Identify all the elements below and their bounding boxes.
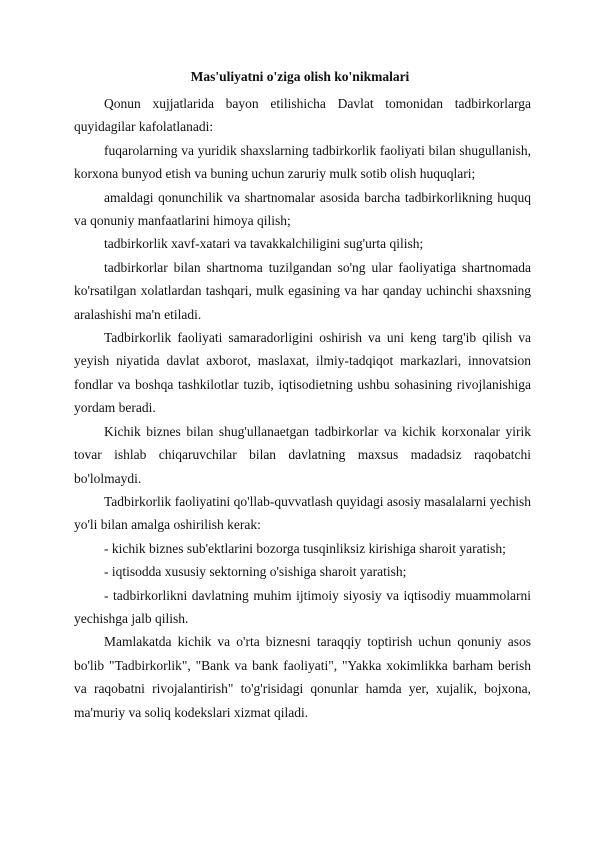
paragraph: Kichik biznes bilan shug'ullanaetgan tadbirkorlar va kichik korxonalar yirik tovar ishlab chiqaruvchilar bilan davlatning maxsus madadsiz raqobatchi bo'lolmaydi. [74,423,531,486]
paragraph: tadbirkorlik xavf-xatari va tavakkalchiligini sug'urta qilish; [104,236,424,252]
document-title: Mas'uliyatni o'ziga olish ko'nikmalari [190,69,410,84]
paragraph: Qonun xujjatlarida bayon etilishicha Davlat tomonidan tadbirkorlarga quyidagilar kafolatlanadi: [74,96,531,135]
list-item: - kichik biznes sub'ektlarini bozorga tusqinliksiz kirishiga sharoit yaratish; [104,540,506,556]
paragraph: fuqarolarning va yuridik shaxslarning tadbirkorlik faoliyati bilan shugullanish, korxona bunyod etish va buning uchun zaruriy mulk sotib olish huquqlari; [74,142,531,182]
paragraph: tadbirkorlar bilan shartnoma tuzilgandan so'ng ular faoliyatiga shartnomada ko'rsatilgan xolatlardan tashqari, mulk egasining va har qanday uchinchi shaxsning aralashishi ma'n etiladi. [74,259,531,322]
document-body [74,92,531,724]
paragraph: Tadbirkorlik faoliyatini qo'llab-quvvatlash quyidagi asosiy masalalarni yechish yo'li bilan amalga oshirilish kerak: [74,493,531,533]
paragraph: Mamlakatda kichik va o'rta biznesni taraqqiy toptirish uchun qonuniy asos bo'lib "Tadbirkorlik", "Bank va bank faoliyati", "Yakka xokimlikka barham berish va raqobatni rivojalantirish" to'g'risidagi qonunlar hamda yer, xujalik, bojxona, ma'muriy va soliq kodekslari xizmat qiladi. [74,634,531,720]
paragraph: amaldagi qonunchilik va shartnomalar asosida barcha tadbirkorlikning huquq va qonuniy manfaatlarini himoya qilish; [74,189,531,229]
list-item: - tadbirkorlikni davlatning muhim ijtimoiy siyosiy va iqtisodiy muammolarni yechishga jalb qilish. [74,587,531,626]
list-item: - iqtisodda xususiy sektorning o'sishiga sharoit yaratish; [104,564,407,580]
paragraph: Tadbirkorlik faoliyati samaradorligini oshirish va uni keng targ'ib qilish va yeyish niyatida davlat axborot, maslaxat, ilmiy-tadqiqot markazlari, innovatsion fondlar va boshqa tashkilotlar tuzib, iqtisodietning ushbu sohasining rivojlanishiga yordam beradi. [74,330,531,416]
